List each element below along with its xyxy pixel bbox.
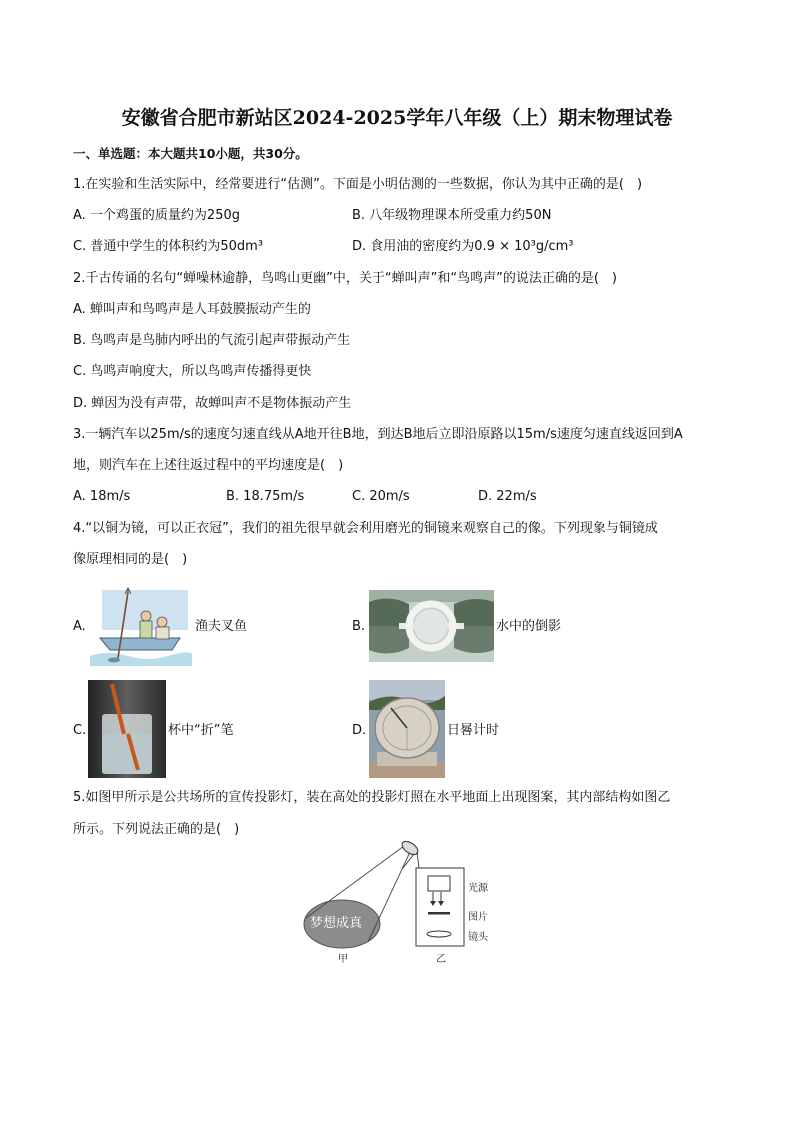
question-4-option-a-letter: A. xyxy=(73,619,86,634)
bridge-reflection-image xyxy=(369,590,494,662)
label-picture: 图片 xyxy=(468,912,488,923)
question-1-option-d: D. 食用油的密度约为0.9 × 10³g/cm³ xyxy=(352,239,574,254)
question-5-stem-line-1: 5.如图甲所示是公共场所的宣传投影灯，装在高处的投影灯照在水平地面上出现图案，其内部结构如图乙 xyxy=(73,790,671,805)
question-2-option-d: D. 蝉因为没有声带，故蝉叫声不是物体振动产生 xyxy=(73,396,352,411)
question-1-stem: 1.在实验和生活实际中，经常要进行“估测”。下面是小明估测的一些数据，你认为其中正确的是( ) xyxy=(73,177,643,192)
question-2-option-a: A. 蝉叫声和鸟鸣声是人耳鼓膜振动产生的 xyxy=(73,302,311,317)
projected-pattern-text: 梦想成真 xyxy=(310,916,363,931)
question-4-option-b-letter: B. xyxy=(352,619,366,634)
question-3-option-b: B. 18.75m/s xyxy=(226,489,305,504)
question-3-stem-line-1: 3.一辆汽车以25m/s的速度匀速直线从A地开往B地，到达B地后立即沿原路以15m/s速度匀速直线返回到A xyxy=(73,427,683,442)
section-heading: 一、单选题：本大题共10小题，共30分。 xyxy=(73,146,308,161)
pencil-in-glass-image xyxy=(88,680,166,778)
question-4-stem-line-1: 4.“以铜为镜，可以正衣冠”，我们的祖先很早就会利用磨光的铜镜来观察自己的像。下列现象与铜镜成 xyxy=(73,521,658,536)
label-light-source: 光源 xyxy=(468,883,488,894)
question-4-option-b-text: 水中的倒影 xyxy=(496,619,562,634)
question-1-option-a: A. 一个鸡蛋的质量约为250g xyxy=(73,208,240,223)
question-3-stem-line-2: 地，则汽车在上述往返过程中的平均速度是( ) xyxy=(73,458,344,473)
fisherman-image xyxy=(88,586,193,666)
figure-label-yi: 乙 xyxy=(436,954,446,965)
question-2-option-b: B. 鸟鸣声是鸟肺内呼出的气流引起声带振动产生 xyxy=(73,333,351,348)
question-4-option-c-text: 杯中“折”笔 xyxy=(168,723,234,738)
label-lens: 镜头 xyxy=(468,932,488,943)
question-4-option-d-text: 日晷计时 xyxy=(447,723,500,738)
question-2-option-c: C. 鸟鸣声响度大，所以鸟鸣声传播得更快 xyxy=(73,364,312,379)
question-4-option-d-letter: D. xyxy=(352,723,367,738)
question-2-stem: 2.千古传诵的名句“蝉噪林逾静，鸟鸣山更幽”中，关于“蝉叫声”和“鸟鸣声”的说法正确的是( ) xyxy=(73,271,617,286)
question-4-option-c-letter: C. xyxy=(73,723,87,738)
question-5-stem-line-2: 所示。下列说法正确的是( ) xyxy=(73,822,240,837)
sundial-image xyxy=(369,680,445,778)
question-3-option-d: D. 22m/s xyxy=(478,489,537,504)
projector-diagram xyxy=(296,838,506,966)
question-1-option-c: C. 普通中学生的体积约为50dm³ xyxy=(73,239,264,254)
question-1-option-b: B. 八年级物理课本所受重力约50N xyxy=(352,208,552,223)
page-title: 安徽省合肥市新站区2024-2025学年八年级（上）期末物理试卷 xyxy=(121,107,673,129)
figure-label-jia: 甲 xyxy=(338,954,348,965)
question-3-option-c: C. 20m/s xyxy=(352,489,410,504)
question-4-option-a-text: 渔夫叉鱼 xyxy=(195,619,248,634)
question-3-option-a: A. 18m/s xyxy=(73,489,131,504)
question-4-stem-line-2: 像原理相同的是( ) xyxy=(73,552,188,567)
